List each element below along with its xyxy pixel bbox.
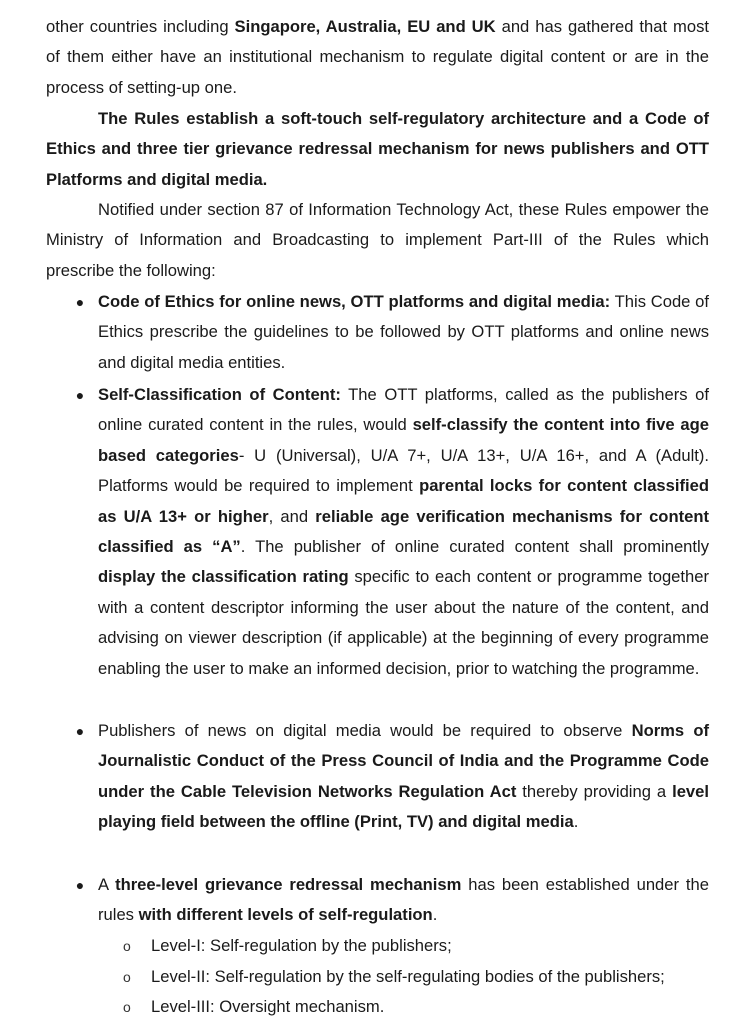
bold-text-run: Code of Ethics for online news, OTT platforms and digital media: — [98, 292, 611, 311]
bullet-text — [98, 716, 709, 838]
bold-text-run: self-classify the content into five age based categories — [98, 415, 709, 465]
bullet-item-news-publishers — [46, 716, 709, 838]
bold-text-run: Singapore, Australia, EU and UK — [234, 17, 496, 36]
text-run: has been established under the rules — [98, 875, 710, 925]
bold-text-run: three-level grievance redressal mechanism — [115, 875, 462, 894]
text-run: The OTT platforms, called as the publishers of online curated content in the rules, would — [98, 385, 709, 435]
bold-text-run: with different levels of self-regulation — [138, 905, 433, 925]
sub-bullet-marker: o — [123, 969, 131, 985]
text-run: Publishers of news on digital media would be required to observe — [98, 721, 632, 740]
paragraph-rules-summary — [46, 104, 709, 195]
bullet-marker: ● — [75, 294, 85, 310]
sub-item-level-1 — [123, 931, 723, 961]
paragraph-notification — [46, 195, 709, 286]
text-run: and has gathered that most of them either have an institutional mechanism to regulate digital content or are in the process of setting-up one. — [46, 17, 710, 97]
text-run: . — [432, 905, 438, 925]
bullet-item-grievance-mechanism — [46, 870, 709, 931]
text-run: specific to each content or programme together with a content descriptor informing the user about the nature of the content, and advising on viewer description (if applicable) at the beginning of every programme enabling the user to make an informed decision, prior to watching the programme. — [98, 567, 709, 678]
bullet-item-code-of-ethics — [46, 287, 709, 378]
bullet-marker: ● — [75, 723, 85, 739]
sub-item-level-2 — [123, 962, 723, 992]
bullet-text — [98, 870, 709, 931]
bold-text-run: display the classification rating — [98, 567, 349, 587]
bullet-text — [98, 287, 709, 378]
sub-item-level-3 — [123, 992, 723, 1022]
bold-text-run: Self-Classification of Content: — [98, 385, 341, 404]
text-run: . The publisher of online curated content shall prominently — [240, 537, 709, 557]
sub-bullet-marker: o — [123, 999, 131, 1015]
sub-item-text: Level-III: Oversight mechanism. — [151, 997, 385, 1016]
bold-text-run: The Rules establish a soft-touch self-regulatory architecture and a Code of Ethics and three tier grievance redressal mechanism for news publishers and OTT Platforms and digital media. — [46, 109, 709, 189]
text-run: other countries including — [46, 17, 235, 36]
bullet-marker: ● — [75, 387, 85, 403]
bullet-text — [98, 380, 709, 684]
bold-text-run: Norms of Journalistic Conduct of the Press Council of India and the Programme Code under the Cable Television Networks Regulation Act — [98, 721, 709, 801]
bold-text-run: reliable age verification mechanisms for content classified as “A” — [98, 506, 709, 557]
text-run: Notified under section 87 of Information Technology Act, these Rules empower the Ministry of Information and Broadcasting to implement Part-III of the Rules which prescribe the following: — [46, 200, 709, 280]
bullet-marker: ● — [75, 877, 85, 893]
sub-bullet-marker: o — [123, 938, 131, 954]
sub-item-text: Level-I: Self-regulation by the publishers; — [151, 936, 452, 955]
text-run: This Code of Ethics prescribe the guidelines to be followed by OTT platforms and online news and digital media entities. — [98, 292, 710, 372]
text-run: . — [573, 812, 579, 832]
text-run: A — [98, 875, 116, 894]
text-run: - U (Universal), U/A 7+, U/A 13+, U/A 16+, and A (Adult). Platforms would be required to implement — [98, 445, 709, 496]
bullet-item-self-classification — [46, 380, 709, 684]
bold-text-run: parental locks for content classified as U/A 13+ or higher — [98, 476, 709, 526]
sub-item-text: Level-II: Self-regulation by the self-regulating bodies of the publishers; — [151, 967, 665, 986]
bold-text-run: level playing field between the offline (Print, TV) and digital media — [98, 781, 710, 832]
text-run: , and — [268, 506, 316, 526]
text-run: thereby providing a — [516, 781, 673, 801]
paragraph-intro — [46, 12, 709, 103]
